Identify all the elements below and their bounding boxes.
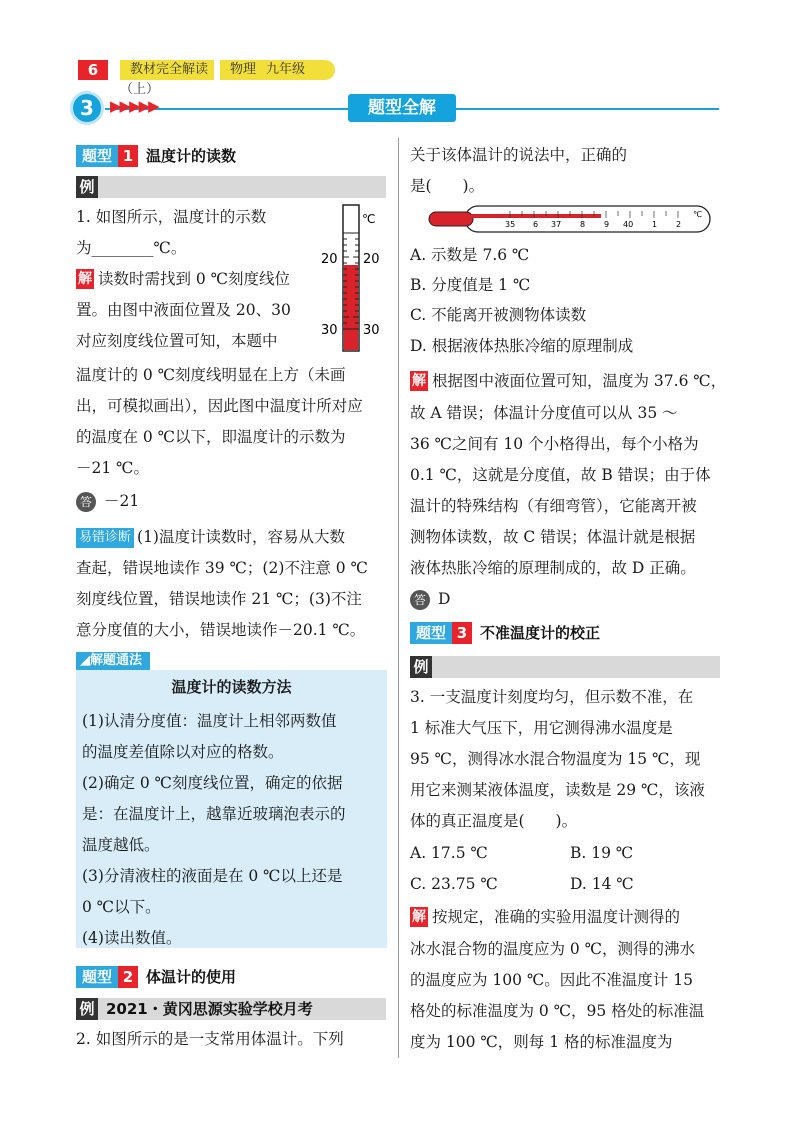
clinical-label-40: 40 bbox=[623, 220, 634, 229]
type-2-title: 体温计的使用 bbox=[146, 968, 237, 986]
example-3-bar: 例 bbox=[410, 656, 720, 678]
clinical-label-8: 8 bbox=[580, 220, 586, 229]
question-3-line-5: 体的真正温度是( )。 bbox=[410, 812, 578, 830]
page-number: 6 bbox=[78, 60, 108, 80]
clinical-label-9: 9 bbox=[604, 220, 610, 229]
solution-3-line-3: 的温度应为 100 ℃。因此不准温度计 15 bbox=[410, 971, 693, 989]
clinical-label-37: 37 bbox=[551, 220, 562, 229]
method-line-4: 是：在温度计上，越靠近玻璃泡表示的 bbox=[82, 805, 346, 823]
clinical-bulb bbox=[429, 212, 473, 226]
subject: 物理 bbox=[230, 62, 257, 77]
question-3-line-3: 95 ℃，测得冰水混合物温度为 15 ℃，现 bbox=[410, 750, 701, 768]
answer-tag: 答 bbox=[410, 590, 430, 610]
option-3-a: A. 17.5 ℃ bbox=[410, 844, 488, 862]
type-3-header: 题型 3 不准温度计的校正 bbox=[410, 622, 600, 644]
solution-2-line-4: 0.1 ℃，这就是分度值，故 B 错误；由于体 bbox=[410, 466, 711, 484]
clinical-label-2: 2 bbox=[676, 220, 682, 229]
method-tag: ◢解题通法 bbox=[76, 652, 150, 670]
tick-label-30-left: 30 bbox=[321, 323, 338, 338]
question-1-line-1: 1. 如图所示，温度计的示数 bbox=[76, 208, 267, 226]
clinical-unit: ℃ bbox=[693, 210, 702, 219]
method-line-7: 0 ℃以下。 bbox=[82, 898, 161, 916]
book-title: 教材完全解读 bbox=[130, 62, 209, 77]
solution-2-line-1: 解 根据图中液面位置可知，温度为 37.6 ℃， bbox=[412, 372, 727, 390]
method-title: 温度计的读数方法 bbox=[171, 678, 292, 696]
method-line-6: (3)分清液柱的液面是在 0 ℃以上还是 bbox=[82, 867, 343, 885]
solution-1-line-4: 温度计的 0 ℃刻度线明显在上方（未画 bbox=[76, 366, 346, 384]
option-2-a: A. 示数是 7.6 ℃ bbox=[410, 246, 530, 264]
method-icon: ◢ bbox=[80, 653, 90, 668]
tick-label-20-left: 20 bbox=[321, 252, 338, 267]
arrows-icon: ▶▶▶▶▶ bbox=[110, 97, 158, 115]
solution-2-line-5: 温计的特殊结构（有细弯管），它能离开被 bbox=[410, 497, 697, 515]
question-3-line-2: 1 标准大气压下，用它测得沸水温度是 bbox=[410, 719, 673, 737]
solution-3-line-2: 冰水混合物的温度应为 0 ℃，测得的沸水 bbox=[410, 940, 696, 958]
method-line-1: (1)认清分度值：温度计上相邻两数值 bbox=[82, 712, 337, 730]
type-3-title: 不准温度计的校正 bbox=[480, 624, 601, 642]
clinical-tube bbox=[465, 206, 710, 232]
solution-3-line-4: 格处的标准温度为 0 ℃，95 格处的标准温 bbox=[410, 1002, 705, 1020]
thermometer-figure bbox=[318, 203, 390, 353]
diagnosis-line-4: 意分度值的大小，错误地读作－20.1 ℃。 bbox=[76, 621, 366, 639]
type-1-header: 题型 1 温度计的读数 bbox=[76, 145, 236, 167]
option-2-b: B. 分度值是 1 ℃ bbox=[410, 276, 531, 294]
option-3-b: B. 19 ℃ bbox=[570, 844, 634, 862]
solution-3-line-5: 度为 100 ℃，则每 1 格的标准温度为 bbox=[410, 1033, 673, 1051]
answer-tag: 答 bbox=[76, 492, 96, 512]
solution-2-line-2: 故 A 错误；体温计分度值可以从 35 ～ bbox=[410, 404, 678, 422]
header-bar bbox=[120, 60, 335, 97]
solution-3-line-1: 解 按规定，准确的实验用温度计测得的 bbox=[412, 908, 681, 926]
question-3-line-4: 用它来测某液体温度，读数是 29 ℃，该液 bbox=[410, 781, 705, 799]
answer-2: 答 D bbox=[410, 584, 450, 615]
example-2-source: 2021・黄冈思源实验学校月考 bbox=[106, 1000, 313, 1018]
option-2-d: D. 根据液体热胀冷缩的原理制成 bbox=[410, 337, 634, 355]
clinical-label-1: 1 bbox=[652, 220, 658, 229]
clinical-thermometer-figure bbox=[425, 202, 715, 236]
liquid-column bbox=[344, 265, 358, 350]
solution-tag: 解 bbox=[412, 373, 426, 389]
solution-2-line-7: 液体热胀冷缩的原理制成的，故 D 正确。 bbox=[410, 559, 696, 577]
question-1-line-2: 为________℃。 bbox=[76, 239, 187, 257]
method-line-8: (4)读出数值。 bbox=[82, 929, 182, 947]
thermometer-unit: ℃ bbox=[362, 212, 376, 226]
question-2-line-3: 是( )。 bbox=[410, 177, 485, 195]
question-2-line-1: 2. 如图所示的是一支常用体温计。下列 bbox=[76, 1030, 344, 1048]
option-2-c: C. 不能离开被测物体读数 bbox=[410, 306, 587, 324]
clinical-label-35: 35 bbox=[505, 220, 516, 229]
solution-1-line-6: 的温度在 0 ℃以下，即温度计的示数为 bbox=[76, 428, 346, 446]
clinical-liquid bbox=[471, 214, 601, 218]
solution-tag: 解 bbox=[78, 271, 92, 287]
example-1-bar: 例 bbox=[76, 176, 386, 198]
solution-1-line-1: 解 读数时需找到 0 ℃刻度线位 bbox=[78, 270, 291, 288]
method-line-3: (2)确定 0 ℃刻度线位置，确定的依据 bbox=[82, 774, 343, 792]
diagnosis-line-1: 易错诊断 (1)温度计读数时，容易从大数 bbox=[76, 522, 345, 553]
solution-2-line-6: 测物体读数，故 C 错误；体温计就是根据 bbox=[410, 528, 696, 546]
clinical-label-6: 6 bbox=[533, 220, 539, 229]
type-1-title: 温度计的读数 bbox=[146, 147, 237, 165]
type-2-header: 题型 2 体温计的使用 bbox=[76, 966, 236, 988]
answer-1: 答 －21 bbox=[76, 486, 139, 517]
solution-1-line-3: 对应刻度线位置可知，本题中 bbox=[76, 332, 278, 350]
solution-1-line-5: 出，可模拟画出），因此图中温度计所对应 bbox=[76, 397, 363, 415]
solution-1-line-7: －21 ℃。 bbox=[76, 459, 149, 477]
tick-label-30-right: 30 bbox=[363, 323, 380, 338]
method-line-2: 的温度差值除以对应的格数。 bbox=[82, 743, 284, 761]
example-2-bar: 例 2021・黄冈思源实验学校月考 bbox=[76, 998, 386, 1020]
grade: 九年级（上） bbox=[120, 62, 306, 97]
diagnosis-line-2: 查起，错误地读作 39 ℃；(2)不注意 0 ℃ bbox=[76, 559, 368, 577]
section-title: 题型全解 bbox=[348, 94, 456, 122]
solution-1-line-2: 置。由图中液面位置及 20、30 bbox=[76, 301, 291, 319]
option-3-c: C. 23.75 ℃ bbox=[410, 875, 498, 893]
tick-label-20-right: 20 bbox=[363, 252, 380, 267]
column-divider bbox=[398, 138, 399, 1058]
section-number: 3 bbox=[70, 91, 104, 125]
option-3-d: D. 14 ℃ bbox=[570, 875, 634, 893]
diagnosis-tag: 易错诊断 bbox=[76, 528, 134, 548]
question-3-line-1: 3. 一支温度计刻度均匀，但示数不准，在 bbox=[410, 688, 694, 706]
solution-2-line-3: 36 ℃之间有 10 个小格得出，每个小格为 bbox=[410, 435, 699, 453]
solution-tag: 解 bbox=[412, 909, 426, 925]
diagnosis-line-3: 刻度线位置，错误地读作 21 ℃；(3)不注 bbox=[76, 590, 362, 608]
question-2-line-2: 关于该体温计的说法中，正确的 bbox=[410, 146, 628, 164]
method-line-5: 温度越低。 bbox=[82, 836, 160, 854]
